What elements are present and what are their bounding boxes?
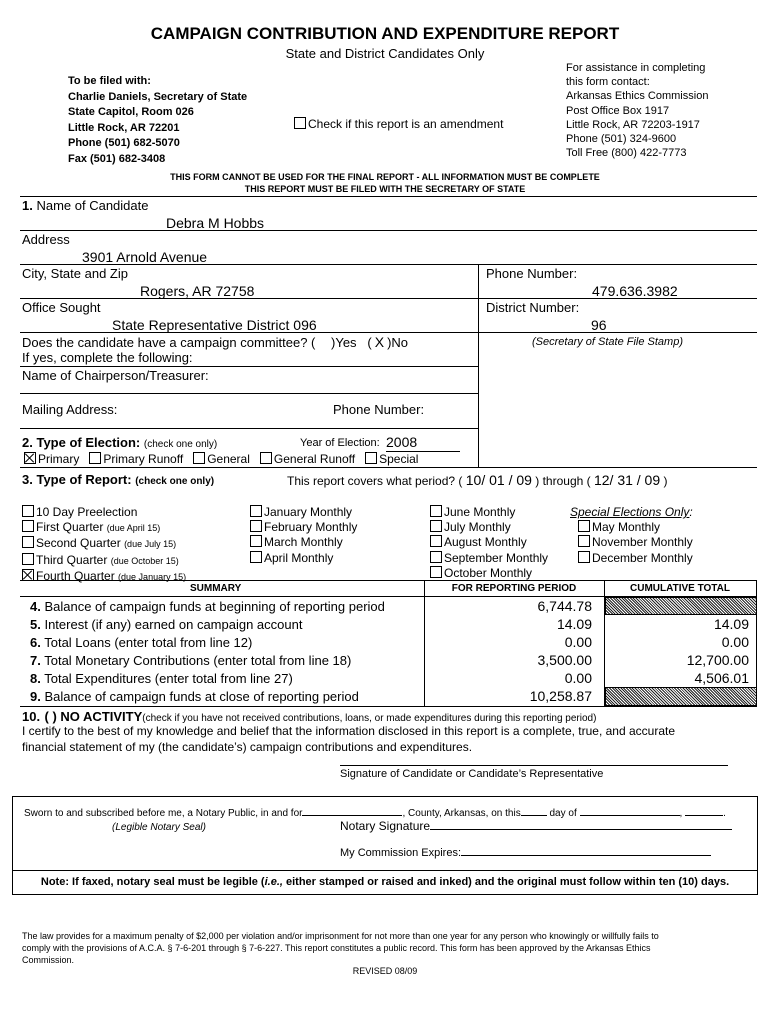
report-option[interactable] <box>250 551 357 566</box>
option-note: (due January 15) <box>118 571 187 582</box>
election-type-label <box>22 435 217 450</box>
section-number: 10. <box>22 709 41 724</box>
assistance-line: Toll Free (800) 422-7773 <box>566 147 687 160</box>
report-period <box>287 472 667 488</box>
divider <box>20 706 757 707</box>
period-text: This report covers what period? ( <box>287 474 463 488</box>
checkbox[interactable] <box>430 566 442 578</box>
page-title: CAMPAIGN CONTRIBUTION AND EXPENDITURE REPORT <box>150 24 620 43</box>
special-title-text: Special Elections Only <box>570 505 690 519</box>
report-option[interactable] <box>430 535 548 550</box>
section-number: 1. <box>22 198 33 213</box>
checkbox[interactable] <box>22 520 34 532</box>
option-label: January Monthly <box>264 505 353 519</box>
option-label: General Runoff <box>273 452 356 466</box>
period-column-header: FOR REPORTING PERIOD <box>451 583 577 594</box>
option-label: May Monthly <box>592 520 661 535</box>
paren: ) <box>663 474 668 488</box>
divider <box>20 196 757 197</box>
no-activity-hint: (check if you have not received contributions, loans, or made expenditures during this reporting period) <box>142 713 597 724</box>
commission-label: My Commission Expires: <box>340 847 462 859</box>
certification-text: financial statement of my (the candidate’s) campaign contributions and expenditures. <box>22 740 473 754</box>
committee-no-label: )No <box>387 335 409 350</box>
committee-yes-label: )Yes <box>331 335 357 350</box>
amendment-checkbox[interactable] <box>294 117 306 129</box>
election-options <box>24 452 418 466</box>
row-number: 4. <box>30 599 41 614</box>
through-text: ) through ( <box>535 474 591 488</box>
committee-question <box>22 334 408 350</box>
address-label: Address <box>22 232 70 247</box>
divider <box>20 428 478 429</box>
option-label: Fourth Quarter <box>36 568 115 583</box>
notary-signature-row <box>340 819 732 833</box>
checkbox[interactable] <box>22 553 34 565</box>
assistance-line: Arkansas Ethics Commission <box>566 90 709 103</box>
report-option[interactable] <box>570 520 693 535</box>
no-activity-checkbox[interactable]: ( ) NO ACTIVITY <box>44 709 143 724</box>
phone-label: Phone Number: <box>486 266 578 281</box>
report-type-label <box>22 472 214 487</box>
file-with-line: State Capitol, Room 026 <box>68 106 194 118</box>
sworn-text: Sworn to and subscribed before me, a Notary Public, in and for <box>24 808 303 819</box>
section-number: 2. <box>22 435 33 450</box>
period-value[interactable]: 3,500.00 <box>537 652 592 668</box>
note-text: Note: If faxed, notary seal must be legible ( <box>40 876 265 888</box>
option-note: (due October 15) <box>110 555 179 566</box>
checkbox[interactable] <box>22 505 34 517</box>
year-field[interactable]: 2008 <box>386 434 460 452</box>
checkbox[interactable] <box>430 551 442 563</box>
paren: ( <box>367 335 372 350</box>
checkbox[interactable] <box>193 452 205 464</box>
period-value[interactable]: 0.00 <box>564 670 592 686</box>
cumulative-column-header: CUMULATIVE TOTAL <box>630 583 730 594</box>
option-label: Third Quarter <box>36 552 108 567</box>
option-label: Second Quarter <box>36 536 121 551</box>
filing-address <box>68 74 247 167</box>
mailing-address-label: Mailing Address: <box>22 402 118 417</box>
election-option-general[interactable] <box>193 452 250 466</box>
report-option[interactable] <box>250 535 357 550</box>
row-label: Total Loans (enter total from line 12) <box>44 635 253 650</box>
report-option[interactable] <box>430 520 548 535</box>
report-option[interactable] <box>250 520 357 535</box>
row-number: 9. <box>30 689 41 704</box>
sworn-text: , County, Arkansas, on this <box>402 808 521 819</box>
file-with-line: To be filed with: <box>68 75 151 87</box>
note-emphasis: i.e., <box>264 876 283 888</box>
divider <box>20 366 478 367</box>
checkbox[interactable] <box>89 452 101 464</box>
election-option-general-runoff[interactable] <box>260 452 355 466</box>
option-label: December Monthly <box>592 550 693 565</box>
note-text: either stamped or raised and inked) and the original must follow within ten (10) days. <box>282 876 730 888</box>
cumulative-value[interactable]: 12,700.00 <box>686 652 749 668</box>
summary-row-label <box>30 688 385 706</box>
revised-label: REVISED 08/09 <box>352 966 418 976</box>
checkbox[interactable] <box>250 520 262 532</box>
notice-line: THIS FORM CANNOT BE USED FOR THE FINAL REPORT - ALL INFORMATION MUST BE COMPLETE <box>170 172 600 182</box>
election-hint: (check one only) <box>143 439 218 450</box>
option-label: February Monthly <box>264 520 358 535</box>
row-number: 8. <box>30 671 41 686</box>
row-number: 6. <box>30 635 41 650</box>
option-label: June Monthly <box>444 505 516 519</box>
checkbox[interactable] <box>430 505 442 517</box>
cumulative-value <box>604 597 749 615</box>
election-option-primary[interactable] <box>24 452 79 466</box>
checkbox[interactable] <box>250 535 262 547</box>
legal-notice <box>22 930 659 966</box>
district-field[interactable]: 96 <box>591 317 607 333</box>
report-options-quarterly <box>22 505 186 585</box>
summary-row-label <box>30 634 385 652</box>
checkbox[interactable] <box>260 452 272 464</box>
summary-row-label <box>30 598 385 616</box>
report-options-monthly-a <box>250 505 357 566</box>
period-value[interactable]: 14.09 <box>556 616 592 632</box>
election-option-primary-runoff[interactable] <box>89 452 183 466</box>
amendment-label: Check if this report is an amendment <box>308 117 504 131</box>
summary-labels <box>30 598 385 706</box>
option-label: Primary Runoff <box>103 452 184 466</box>
chair-phone-label: Phone Number: <box>333 402 425 417</box>
report-option[interactable] <box>570 535 693 550</box>
legal-line: The law provides for a maximum penalty of $2,000 per violation and/or imprisonment for not more than one year for any person who knowingly or willfully fails to <box>22 931 659 941</box>
divider <box>20 467 757 468</box>
district-label: District Number: <box>486 300 580 315</box>
checkbox[interactable] <box>578 551 590 563</box>
report-option[interactable] <box>22 536 186 552</box>
divider <box>424 580 425 706</box>
option-label: November Monthly <box>592 535 693 550</box>
address-field[interactable]: 3901 Arnold Avenue <box>82 249 208 265</box>
legible-seal-label: (Legible Notary Seal) <box>112 822 206 833</box>
checkbox[interactable] <box>250 551 262 563</box>
legal-line: Commission. <box>22 955 75 965</box>
divider <box>20 230 757 231</box>
assistance-line: Phone (501) 324-9600 <box>566 133 677 146</box>
row-label: Interest (if any) earned on campaign account <box>44 617 303 632</box>
checkbox[interactable] <box>430 520 442 532</box>
summary-row-label <box>30 652 385 670</box>
cumulative-value <box>604 687 749 705</box>
notary-signature-label: Notary Signature <box>340 819 431 833</box>
sworn-text: day of <box>546 808 580 819</box>
chairperson-label: Name of Chairperson/Treasurer: <box>22 368 209 383</box>
file-with-line: Charlie Daniels, Secretary of State <box>68 90 248 103</box>
cumulative-value[interactable]: 0.00 <box>721 634 749 650</box>
period-value[interactable]: 0.00 <box>564 634 592 650</box>
period-value[interactable]: 6,744.78 <box>537 598 592 614</box>
option-label: 10 Day Preelection <box>36 505 138 519</box>
signature-label: Signature of Candidate or Candidate’s Representative <box>340 768 604 780</box>
row-label: Balance of campaign funds at close of reporting period <box>44 689 359 704</box>
notice-line: THIS REPORT MUST BE FILED WITH THE SECRETARY OF STATE <box>244 184 526 194</box>
report-option[interactable] <box>22 520 186 536</box>
checkbox[interactable] <box>250 505 262 517</box>
checkbox[interactable] <box>578 520 590 532</box>
divider <box>12 870 758 871</box>
report-option[interactable] <box>22 553 186 569</box>
name-label-text: Name of Candidate <box>36 198 149 213</box>
file-with-line: Little Rock, AR 72201 <box>68 121 180 134</box>
option-label: October Monthly <box>444 565 533 580</box>
summary-row-label <box>30 616 385 634</box>
if-yes-note: If yes, complete the following: <box>22 350 193 365</box>
report-options-monthly-b <box>430 505 548 581</box>
checkbox[interactable] <box>22 536 34 548</box>
section-number: 3. <box>22 472 33 487</box>
checkbox-checked[interactable] <box>22 569 34 581</box>
report-hint: (check one only) <box>135 476 215 487</box>
checkbox[interactable] <box>430 535 442 547</box>
report-option[interactable] <box>22 505 186 520</box>
checkbox-checked[interactable] <box>24 452 36 464</box>
summary-row-label <box>30 670 385 688</box>
option-note: (due April 15) <box>106 523 161 534</box>
committee-no-choice[interactable]: X <box>374 334 385 350</box>
option-label: April Monthly <box>264 550 334 565</box>
row-label: Total Expenditures (enter total from line 27) <box>44 671 293 686</box>
commission-row <box>340 847 711 859</box>
row-label: Total Monetary Contributions (enter total from line 18) <box>44 653 352 668</box>
candidate-name-field[interactable]: Debra M Hobbs <box>166 215 265 231</box>
report-option[interactable] <box>250 505 357 520</box>
option-label: First Quarter <box>36 520 104 535</box>
row-number: 5. <box>30 617 41 632</box>
special-title-colon: : <box>689 505 693 519</box>
certification-text: I certify to the best of my knowledge and belief that the information disclosed in this report is a complete, true, and accurate <box>22 724 676 738</box>
row-label: Balance of campaign funds at beginning of reporting period <box>44 599 385 614</box>
report-option[interactable] <box>430 505 548 520</box>
option-note: (due July 15) <box>124 539 177 550</box>
period-values <box>440 597 592 705</box>
cumulative-value[interactable]: 4,506.01 <box>694 670 749 686</box>
file-stamp-label: (Secretary of State File Stamp) <box>532 336 683 348</box>
commission-field[interactable] <box>461 855 711 856</box>
option-label: August Monthly <box>444 535 527 550</box>
checkbox[interactable] <box>578 535 590 547</box>
committee-question-text: Does the candidate have a campaign committee? ( <box>22 335 316 350</box>
option-label: Primary <box>38 452 80 466</box>
year-field[interactable] <box>685 815 723 816</box>
report-option[interactable] <box>22 569 186 585</box>
cumulative-value[interactable]: 14.09 <box>713 616 749 632</box>
assistance-line: For assistance in completing <box>566 62 706 74</box>
fax-note <box>12 876 758 888</box>
signature-line[interactable] <box>340 765 728 766</box>
option-label: March Monthly <box>264 535 343 550</box>
legal-line: comply with the provisions of A.C.A. § 7-6-201 through § 7-6-227. This report constitutes a public record. This form has been approved by the Arkansas Ethics <box>22 943 651 953</box>
option-label: Special <box>379 452 419 466</box>
option-label: General <box>207 452 250 466</box>
cumulative-values <box>604 597 749 705</box>
period-to-field[interactable]: 12/ 31 / 09 <box>593 472 661 488</box>
report-option[interactable] <box>430 566 548 581</box>
special-elections-title <box>570 505 693 520</box>
office-field[interactable]: State Representative District 096 <box>112 317 317 333</box>
option-label: July Monthly <box>444 520 511 535</box>
period-from-field[interactable]: 10/ 01 / 09 <box>465 472 532 488</box>
year-label: Year of Election: <box>300 437 380 449</box>
city-label: City, State and Zip <box>22 266 128 281</box>
file-with-line: Fax (501) 682-3408 <box>68 152 166 165</box>
assistance-contact <box>566 61 708 160</box>
report-type-text: Type of Report: <box>36 472 132 487</box>
file-with-line: Phone (501) 682-5070 <box>68 137 180 149</box>
assistance-line: this form contact: <box>566 76 650 89</box>
assistance-line: Post Office Box 1917 <box>566 104 670 117</box>
candidate-name-label <box>22 198 148 213</box>
notary-signature-field[interactable] <box>430 829 732 830</box>
office-label: Office Sought <box>22 300 101 315</box>
notary-sworn-line: Sworn to and subscribed before me, a Notary Public, in and for , County, Arkansas, on this day of , . <box>24 808 726 819</box>
row-number: 7. <box>30 653 41 668</box>
report-option[interactable] <box>570 551 693 566</box>
report-options-special <box>570 505 693 566</box>
checkbox[interactable] <box>365 452 377 464</box>
phone-field[interactable]: 479.636.3982 <box>592 283 678 299</box>
summary-header: SUMMARY <box>190 583 242 594</box>
period-value[interactable]: 10,258.87 <box>529 688 592 704</box>
month-field[interactable] <box>580 815 680 816</box>
election-option-special[interactable] <box>365 452 418 466</box>
county-field[interactable] <box>302 815 402 816</box>
divider <box>20 393 478 394</box>
divider <box>478 264 479 467</box>
day-field[interactable] <box>521 815 547 816</box>
amendment-checkbox-row[interactable] <box>294 117 503 131</box>
page-subtitle: State and District Candidates Only <box>285 46 485 61</box>
election-type-text: Type of Election: <box>36 435 141 450</box>
assistance-line: Little Rock, AR 72203-1917 <box>566 118 700 131</box>
city-field[interactable]: Rogers, AR 72758 <box>140 283 255 299</box>
report-option[interactable] <box>430 551 548 566</box>
option-label: September Monthly <box>444 550 549 565</box>
